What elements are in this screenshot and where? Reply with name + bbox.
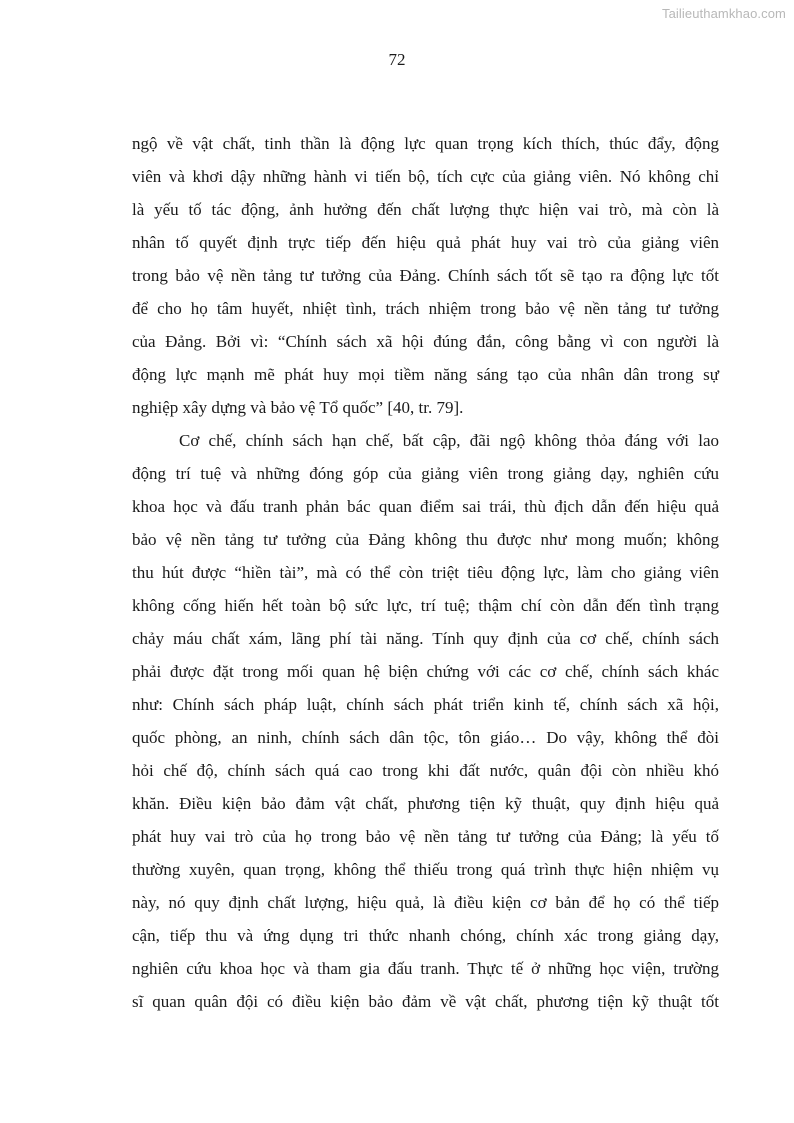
text-line: thu hút được “hiền tài”, mà có thể còn triệt tiêu động lực, làm cho giảng viên <box>132 563 719 582</box>
text-line: phải được đặt trong mối quan hệ biện chứng với các cơ chế, chính sách khác <box>132 662 719 681</box>
text-line: chảy máu chất xám, lãng phí tài năng. Tính quy định của cơ chế, chính sách <box>132 629 719 648</box>
page-number: 72 <box>388 50 406 69</box>
text-line: nghiên cứu khoa học và tham gia đấu tranh. Thực tế ở những học viện, trường <box>132 959 719 978</box>
text-line: khoa học và đấu tranh phản bác quan điểm sai trái, thù địch dẫn đến hiệu quả <box>132 497 719 516</box>
text-line: trong bảo vệ nền tảng tư tưởng của Đảng. Chính sách tốt sẽ tạo ra động lực tốt <box>132 266 719 285</box>
text-line: của Đảng. Bởi vì: “Chính sách xã hội đúng đắn, công bằng vì con người là <box>132 332 719 351</box>
text-line: quốc phòng, an ninh, chính sách dân tộc, tôn giáo… Do vậy, không thể đòi <box>132 728 719 747</box>
text-line: là yếu tố tác động, ảnh hưởng đến chất lượng thực hiện vai trò, mà còn là <box>132 200 719 219</box>
text-line: bảo vệ nền tảng tư tưởng của Đảng không thu được như mong muốn; không <box>132 530 719 549</box>
text-line: này, nó quy định chất lượng, hiệu quả, là điều kiện cơ bản để họ có thể tiếp <box>132 893 719 912</box>
text-line: như: Chính sách pháp luật, chính sách phát triển kinh tế, chính sách xã hội, <box>132 695 719 714</box>
text-line: phát huy vai trò của họ trong bảo vệ nền tảng tư tưởng của Đảng; là yếu tố <box>132 827 719 846</box>
text-line: động trí tuệ và những đóng góp của giảng viên trong giảng dạy, nghiên cứu <box>132 464 719 483</box>
text-line: sĩ quan quân đội có điều kiện bảo đảm về vật chất, phương tiện kỹ thuật tốt <box>132 992 719 1011</box>
text-line: ngộ về vật chất, tinh thần là động lực quan trọng kích thích, thúc đẩy, động <box>132 134 719 153</box>
text-line: cận, tiếp thu và ứng dụng tri thức nhanh chóng, chính xác trong giảng dạy, <box>132 926 719 945</box>
watermark-text: Tailieuthamkhao.com <box>661 6 786 21</box>
text-line: nhân tố quyết định trực tiếp đến hiệu quả phát huy vai trò của giảng viên <box>132 233 719 252</box>
text-line: động lực mạnh mẽ phát huy mọi tiềm năng sáng tạo của nhân dân trong sự <box>132 365 719 384</box>
text-line: Cơ chế, chính sách hạn chế, bất cập, đãi ngộ không thỏa đáng với lao <box>179 431 719 450</box>
document-body <box>132 127 719 1018</box>
text-line: thường xuyên, quan trọng, không thể thiếu trong quá trình thực hiện nhiệm vụ <box>132 860 719 879</box>
paragraph-2 <box>132 424 719 1018</box>
paragraph-1 <box>132 127 719 424</box>
text-line: viên và khơi dậy những hành vi tiến bộ, tích cực của giảng viên. Nó không chỉ <box>132 167 719 186</box>
text-line: để cho họ tâm huyết, nhiệt tình, trách nhiệm trong bảo vệ nền tảng tư tưởng <box>132 299 719 318</box>
text-line: khăn. Điều kiện bảo đảm vật chất, phương tiện kỹ thuật, quy định hiệu quả <box>132 794 719 813</box>
text-line: hỏi chế độ, chính sách quá cao trong khi đất nước, quân đội còn nhiều khó <box>132 761 719 780</box>
text-line: không cống hiến hết toàn bộ sức lực, trí tuệ; thậm chí còn dẫn đến tình trạng <box>132 596 719 615</box>
text-line: nghiệp xây dựng và bảo vệ Tổ quốc” [40, tr. 79]. <box>132 398 464 417</box>
